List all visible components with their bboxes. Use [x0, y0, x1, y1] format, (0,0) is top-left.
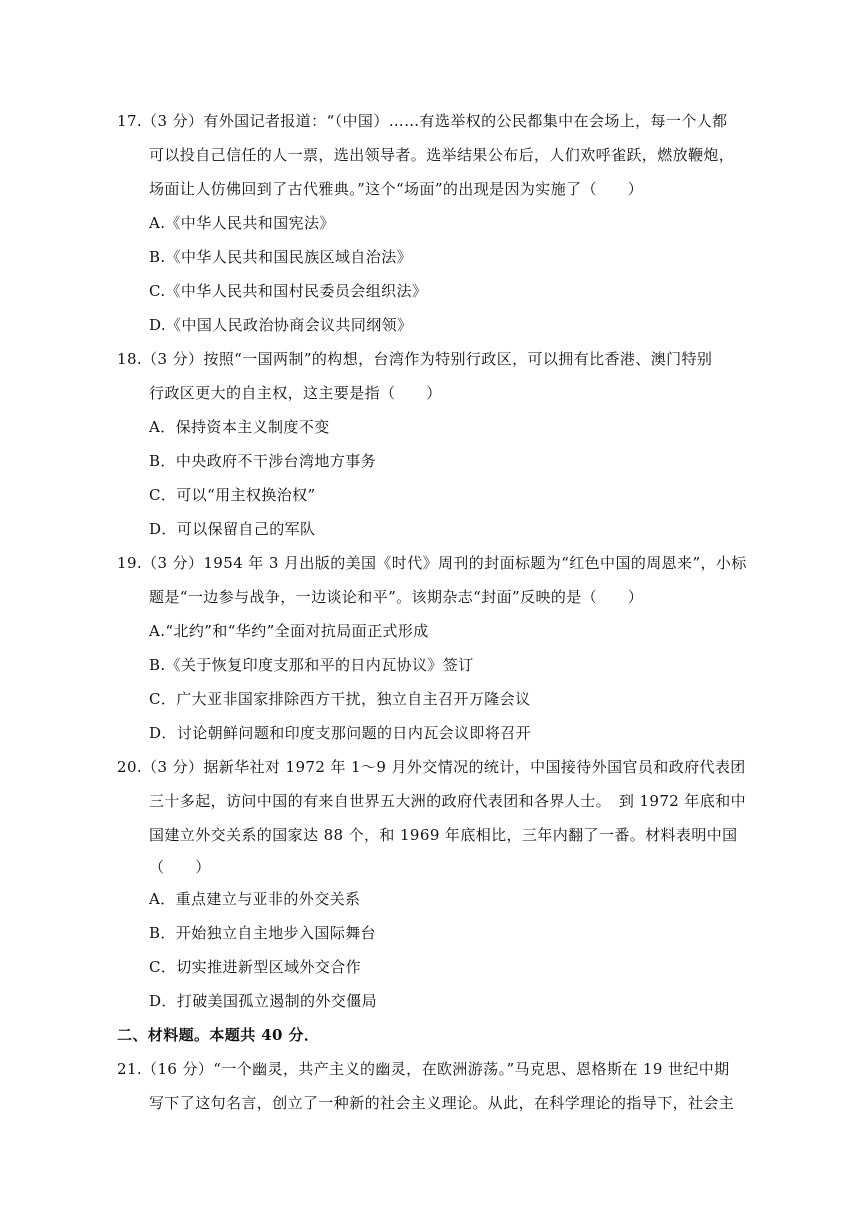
question-17-option-b: B.《中华人民共和国民族区域自治法》 [149, 248, 412, 266]
question-21-line-2: 写下了这句名言，创立了一种新的社会主义理论。从此，在科学理论的指导下，社会主 [149, 1094, 735, 1112]
section-heading: 二、材料题。本题共 40 分． [117, 1026, 320, 1044]
question-18-option-d: D．可以保留自己的军队 [149, 520, 316, 538]
question-18-option-b: B．中央政府不干涉台湾地方事务 [149, 452, 377, 470]
question-20-option-a: A．重点建立与亚非的外交关系 [149, 890, 361, 908]
question-18-line-2: 行政区更大的自主权，这主要是指（ ） [149, 384, 442, 402]
question-19-option-a: A.“北约”和“华约”全面对抗局面正式形成 [149, 622, 429, 640]
question-19-line-1: 19.（3 分）1954 年 3 月出版的美国《时代》周刊的封面标题为“红色中国的周恩来”，小标 [117, 554, 747, 572]
question-17-option-c: C.《中华人民共和国村民委员会组织法》 [149, 282, 428, 300]
question-17-line-3: 场面让人仿佛回到了古代雅典。”这个“场面”的出现是因为实施了（ ） [149, 180, 644, 198]
question-20-line-4: （ ） [149, 858, 211, 876]
question-17-line-1: 17.（3 分）有外国记者报道：“（中国）……有选举权的公民都集中在会场上，每一个人都 [117, 112, 728, 130]
question-19-option-b: B.《关于恢复印度支那和平的日内瓦协议》签订 [149, 656, 474, 674]
question-17-option-d: D.《中国人民政治协商会议共同纲领》 [149, 316, 413, 334]
question-21-line-1: 21.（16 分）“一个幽灵，共产主义的幽灵，在欧洲游荡。”马克思、恩格斯在 19 世纪中期 [117, 1060, 730, 1078]
question-20-line-3: 国建立外交关系的国家达 88 个，和 1969 年底相比，三年内翻了一番。材料表明中国 [149, 826, 738, 844]
question-17-option-a: A.《中华人民共和国宪法》 [149, 214, 335, 232]
question-20-option-b: B．开始独立自主地步入国际舞台 [149, 924, 377, 942]
question-20-line-1: 20.（3 分）据新华社对 1972 年 1～9 月外交情况的统计，中国接待外国官员和政府代表团 [117, 758, 746, 776]
question-19-option-c: C．广大亚非国家排除西方干扰，独立自主召开万隆会议 [149, 690, 531, 708]
question-20-option-d: D．打破美国孤立遏制的外交僵局 [149, 992, 378, 1010]
question-18-line-1: 18.（3 分）按照“一国两制”的构想，台湾作为特别行政区，可以拥有比香港、澳门特别 [117, 350, 713, 368]
question-18-option-c: C．可以“用主权换治权” [149, 486, 316, 504]
question-18-option-a: A．保持资本主义制度不变 [149, 418, 330, 436]
question-20-option-c: C．切实推进新型区域外交合作 [149, 958, 362, 976]
question-17-line-2: 可以投自己信任的人一票，选出领导者。选举结果公布后，人们欢呼雀跃，燃放鞭炮， [149, 146, 735, 164]
question-20-line-2: 三十多起，访问中国的有来自世界五大洲的政府代表团和各界人士。 到 1972 年底和中 [149, 792, 747, 810]
question-19-option-d: D．讨论朝鲜问题和印度支那问题的日内瓦会议即将召开 [149, 724, 532, 742]
question-19-line-2: 题是“一边参与战争，一边谈论和平”。该期杂志“封面”反映的是（ ） [149, 588, 644, 606]
